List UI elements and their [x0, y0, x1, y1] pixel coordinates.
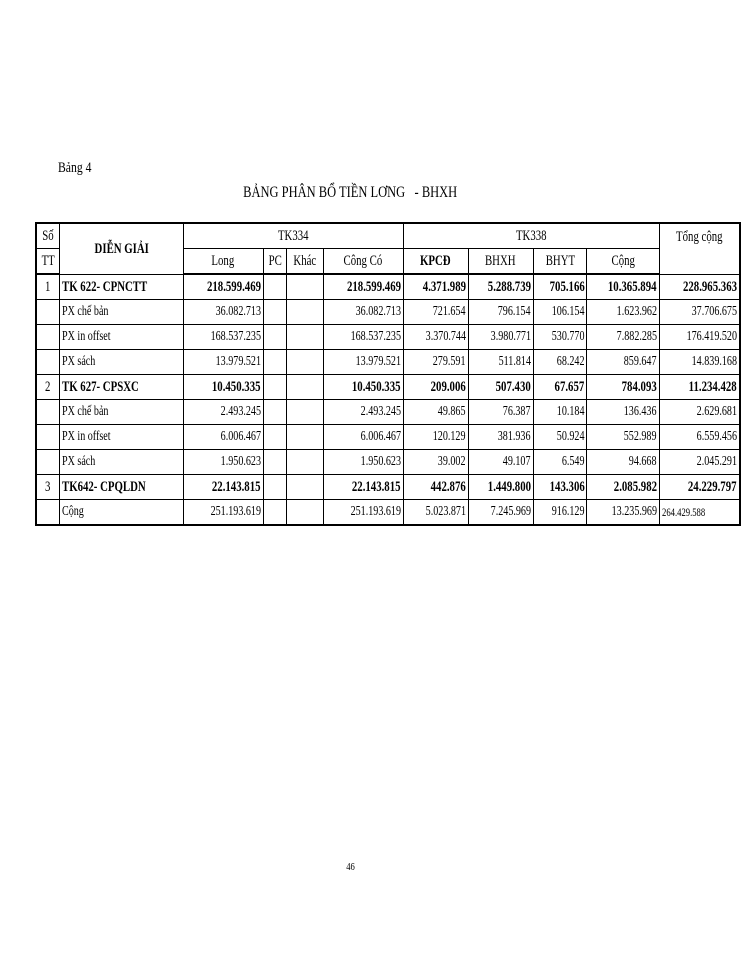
cell-bhxh: 1.449.800: [468, 475, 533, 500]
cell-bhxh: 3.980.771: [468, 325, 533, 350]
cell-cong-co: 6.006.467: [323, 425, 403, 450]
page-number: 46: [345, 861, 355, 873]
cell-bhxh: 511.814: [468, 350, 533, 375]
cell-stt: [36, 400, 60, 425]
header-stt-bottom: TT: [36, 249, 60, 275]
cell-pc: [263, 500, 286, 526]
header-kpcd: KPCĐ: [403, 249, 468, 275]
cell-dien-giai: PX sách: [60, 450, 183, 475]
document-title-text: BẢNG PHÂN BỔ TIỀN LƠNG - BHXH: [242, 184, 458, 201]
cell-dien-giai: PX chế bản: [60, 300, 183, 325]
cell-tong-cong: 2.629.681: [659, 400, 740, 425]
cell-bhyt: 50.924: [533, 425, 587, 450]
cell-cong: 13.235.969: [587, 500, 660, 526]
table-body: [36, 274, 740, 525]
cell-cong-co: 13.979.521: [323, 350, 403, 375]
cell-kpcd: 4.371.989: [403, 274, 468, 300]
cell-dien-giai: PX in offset: [60, 425, 183, 450]
cell-pc: [263, 350, 286, 375]
cell-dien-giai: Cộng: [60, 500, 183, 526]
cell-cong-co: 1.950.623: [323, 450, 403, 475]
cell-khac: [287, 300, 324, 325]
cell-cong: 7.882.285: [587, 325, 660, 350]
cell-tong-cong: 264.429.588: [659, 500, 740, 526]
salary-allocation-table: [35, 222, 741, 526]
header-cong: Cộng: [587, 249, 660, 275]
table-row: [36, 300, 740, 325]
cell-dien-giai: TK 622- CPNCTT: [60, 274, 183, 300]
cell-bhxh: 381.936: [468, 425, 533, 450]
cell-stt: [36, 350, 60, 375]
table-row: [36, 325, 740, 350]
cell-stt: [36, 325, 60, 350]
cell-kpcd: 279.591: [403, 350, 468, 375]
cell-luong: 2.493.245: [183, 400, 263, 425]
cell-bhxh: 76.387: [468, 400, 533, 425]
table-row-total: [36, 500, 740, 526]
cell-cong: 2.085.982: [587, 475, 660, 500]
cell-stt: 1: [36, 274, 60, 300]
cell-luong: 22.143.815: [183, 475, 263, 500]
cell-khac: [287, 500, 324, 526]
cell-khac: [287, 350, 324, 375]
cell-kpcd: 3.370.744: [403, 325, 468, 350]
cell-luong: 168.537.235: [183, 325, 263, 350]
cell-luong: 218.599.469: [183, 274, 263, 300]
header-luong: Long: [183, 249, 263, 275]
cell-kpcd: 442.876: [403, 475, 468, 500]
cell-bhyt: 143.306: [533, 475, 587, 500]
cell-bhyt: 10.184: [533, 400, 587, 425]
cell-kpcd: 721.654: [403, 300, 468, 325]
cell-stt: [36, 450, 60, 475]
cell-pc: [263, 375, 286, 400]
cell-luong: 13.979.521: [183, 350, 263, 375]
cell-luong: 1.950.623: [183, 450, 263, 475]
header-tk338: TK338: [403, 223, 659, 249]
cell-bhxh: 507.430: [468, 375, 533, 400]
header-cong-co: Công Có: [323, 249, 403, 275]
cell-bhyt: 68.242: [533, 350, 587, 375]
cell-pc: [263, 450, 286, 475]
cell-cong-co: 10.450.335: [323, 375, 403, 400]
cell-bhyt: 67.657: [533, 375, 587, 400]
cell-khac: [287, 274, 324, 300]
cell-tong-cong: 2.045.291: [659, 450, 740, 475]
cell-bhyt: 530.770: [533, 325, 587, 350]
table-label: Bảng 4: [58, 160, 92, 176]
cell-dien-giai: PX sách: [60, 350, 183, 375]
cell-pc: [263, 400, 286, 425]
cell-cong: 859.647: [587, 350, 660, 375]
cell-khac: [287, 375, 324, 400]
cell-kpcd: 5.023.871: [403, 500, 468, 526]
cell-bhyt: 6.549: [533, 450, 587, 475]
cell-cong-co: 251.193.619: [323, 500, 403, 526]
table-row-group: [36, 475, 740, 500]
header-pc: PC: [263, 249, 286, 275]
cell-stt: [36, 500, 60, 526]
cell-kpcd: 49.865: [403, 400, 468, 425]
header-row-1: [36, 223, 740, 249]
cell-kpcd: 39.002: [403, 450, 468, 475]
cell-tong-cong: 11.234.428: [659, 375, 740, 400]
cell-cong: 552.989: [587, 425, 660, 450]
cell-tong-cong: 14.839.168: [659, 350, 740, 375]
header-dien-giai: DIỄN GIẢI: [60, 223, 183, 274]
cell-luong: 10.450.335: [183, 375, 263, 400]
table-row: [36, 450, 740, 475]
cell-pc: [263, 475, 286, 500]
header-tong-cong: Tổng cộng: [659, 223, 740, 274]
cell-dien-giai: TK642- CPQLDN: [60, 475, 183, 500]
cell-khac: [287, 475, 324, 500]
cell-tong-cong: 37.706.675: [659, 300, 740, 325]
cell-kpcd: 120.129: [403, 425, 468, 450]
cell-tong-cong: 176.419.520: [659, 325, 740, 350]
cell-cong: 784.093: [587, 375, 660, 400]
cell-kpcd: 209.006: [403, 375, 468, 400]
cell-cong: 136.436: [587, 400, 660, 425]
cell-bhxh: 796.154: [468, 300, 533, 325]
document-title: [0, 184, 700, 202]
cell-dien-giai: PX in offset: [60, 325, 183, 350]
cell-tong-cong: 24.229.797: [659, 475, 740, 500]
header-tk334: TK334: [183, 223, 403, 249]
table-row-group: [36, 274, 740, 300]
cell-cong-co: 22.143.815: [323, 475, 403, 500]
cell-cong: 94.668: [587, 450, 660, 475]
cell-stt: 3: [36, 475, 60, 500]
cell-cong: 1.623.962: [587, 300, 660, 325]
cell-stt: [36, 300, 60, 325]
cell-cong-co: 2.493.245: [323, 400, 403, 425]
cell-bhyt: 106.154: [533, 300, 587, 325]
cell-stt: 2: [36, 375, 60, 400]
header-bhxh: BHXH: [468, 249, 533, 275]
cell-khac: [287, 400, 324, 425]
cell-bhyt: 705.166: [533, 274, 587, 300]
header-bhyt: BHYT: [533, 249, 587, 275]
cell-pc: [263, 274, 286, 300]
table-row: [36, 350, 740, 375]
cell-dien-giai: TK 627- CPSXC: [60, 375, 183, 400]
cell-pc: [263, 425, 286, 450]
cell-bhxh: 5.288.739: [468, 274, 533, 300]
cell-cong: 10.365.894: [587, 274, 660, 300]
header-khac: Khác: [287, 249, 324, 275]
cell-khac: [287, 450, 324, 475]
cell-bhxh: 49.107: [468, 450, 533, 475]
cell-luong: 251.193.619: [183, 500, 263, 526]
header-stt-top: Số: [36, 223, 60, 249]
cell-cong-co: 36.082.713: [323, 300, 403, 325]
cell-luong: 36.082.713: [183, 300, 263, 325]
cell-khac: [287, 425, 324, 450]
cell-pc: [263, 325, 286, 350]
cell-stt: [36, 425, 60, 450]
cell-bhxh: 7.245.969: [468, 500, 533, 526]
table-row-group: [36, 375, 740, 400]
cell-tong-cong: 6.559.456: [659, 425, 740, 450]
cell-cong-co: 168.537.235: [323, 325, 403, 350]
table-row: [36, 400, 740, 425]
cell-luong: 6.006.467: [183, 425, 263, 450]
cell-dien-giai: PX chế bản: [60, 400, 183, 425]
table-row: [36, 425, 740, 450]
cell-bhyt: 916.129: [533, 500, 587, 526]
cell-cong-co: 218.599.469: [323, 274, 403, 300]
cell-pc: [263, 300, 286, 325]
cell-tong-cong: 228.965.363: [659, 274, 740, 300]
cell-khac: [287, 325, 324, 350]
